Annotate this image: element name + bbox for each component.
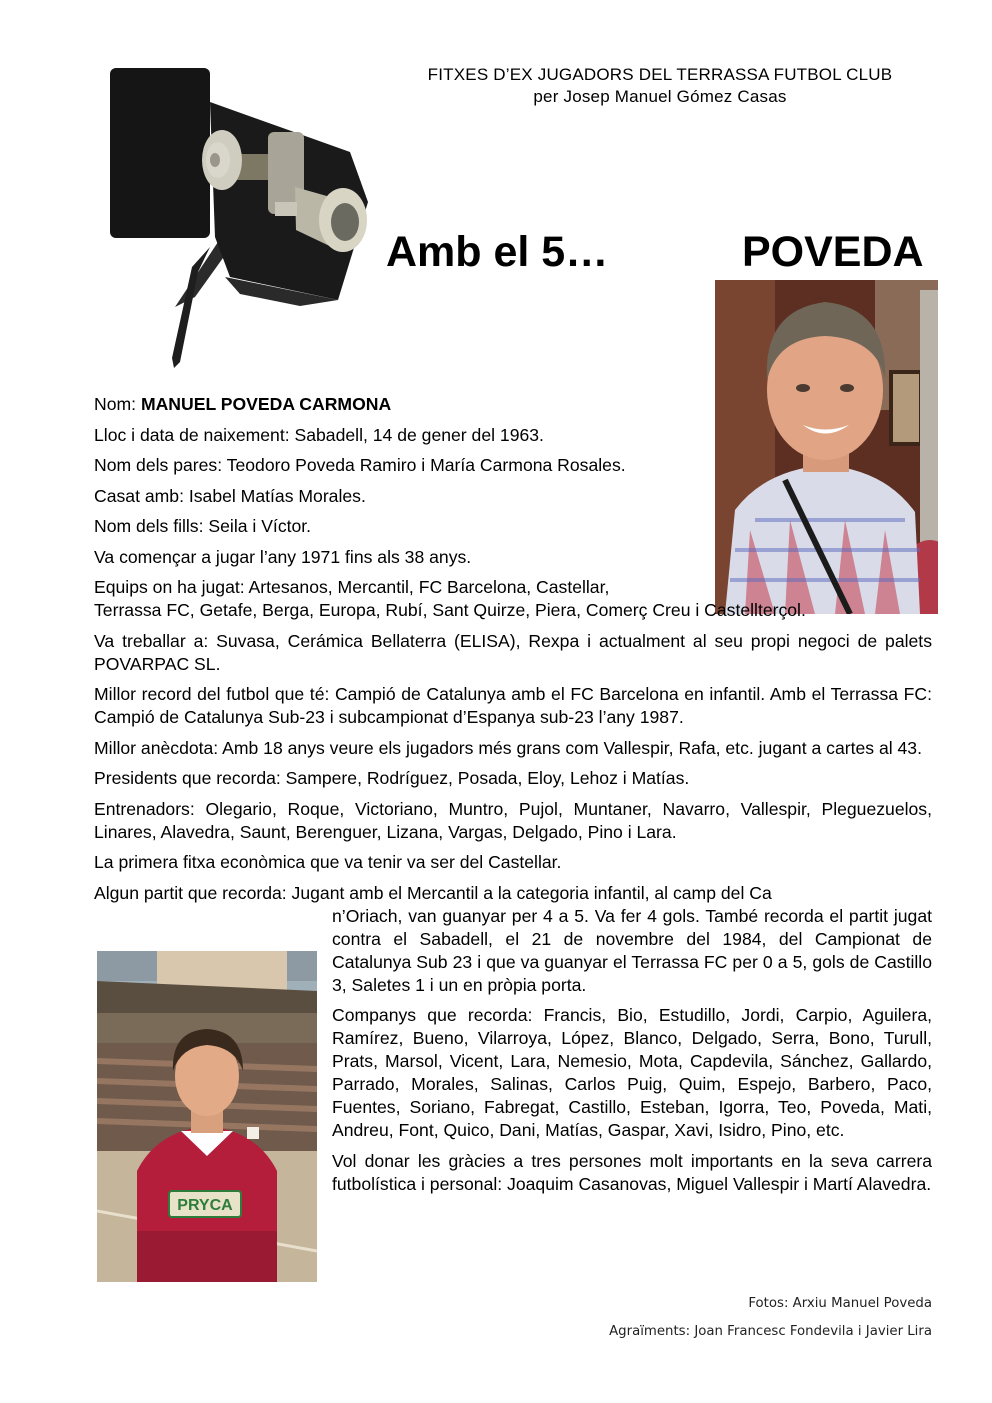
field-casat: Casat amb: Isabel Matías Morales. xyxy=(94,485,366,506)
field-partit-line1: Algun partit que recorda: Jugant amb el Mercantil a la categoria infantil, al camp del Ca xyxy=(94,882,772,903)
field-comencar: Va començar a jugar l’any 1971 fins als 38 anys. xyxy=(94,546,472,567)
field-companys: Companys que recorda: Francis, Bio, Estudillo, Jordi, Carpio, Aguilera, Ramírez, Bueno, Vilarroya, López, Blanco, Delgado, Serra, Bono, Turull, Prats, Marsol, Vicent, Lara, Nemesio, Mota, Capdevila, Sánchez, Gallardo, Parrado, Morales, Salinas, Carlos Puig, Quim, Espejo, Barbero, Paco, Fuentes, Soriano, Fabregat, Castillo, Esteban, Igorra, Teo, Poveda, Mati, Andreu, Font, Quico, Dani, Matías, Gaspar, Xavi, Isidro, Pino, etc. xyxy=(332,1005,932,1140)
field-anecdota: Millor anècdota: Amb 18 anys veure els jugadors més grans com Vallespir, Rafa, etc. jugant a cartes al 43. xyxy=(94,737,922,758)
field-partit xyxy=(94,882,932,905)
document-header xyxy=(360,64,960,108)
page-title-number: Amb el 5… xyxy=(386,228,609,276)
megaphone-image xyxy=(100,62,375,372)
field-presidents: Presidents que recorda: Sampere, Rodríguez, Posada, Eloy, Lehoz i Matías. xyxy=(94,768,690,788)
field-fitxa: La primera fitxa econòmica que va tenir va ser del Castellar. xyxy=(94,852,562,872)
field-partit-cont: n’Oriach, van guanyar per 4 a 5. Va fer 4 gols. També recorda el partit jugat contra el Sabadell, el 21 de novembre del 1984, del Campionat de Catalunya Sub 23 i que va guanyar el Terrassa FC per 0 a 5, gols de Castillo 3, Saletes 1 i un en pròpia porta. xyxy=(332,905,932,995)
shirt-sponsor-text: PRYCA xyxy=(177,1197,233,1214)
player-name: MANUEL POVEDA CARMONA xyxy=(140,394,392,414)
field-treballar: Va treballar a: Suvasa, Cerámica Bellaterra (ELISA), Rexpa i actualment al seu propi negoci de palets POVARPAC SL. xyxy=(94,630,932,674)
field-fills: Nom dels fills: Seila i Víctor. xyxy=(94,516,312,536)
field-equips-line1: Equips on ha jugat: Artesanos, Mercantil, FC Barcelona, Castellar, xyxy=(94,577,610,597)
series-title: FITXES D’EX JUGADORS DEL TERRASSA FUTBOL CLUB xyxy=(427,65,893,84)
player-photo xyxy=(97,951,317,1282)
field-nom xyxy=(94,393,932,416)
field-equips xyxy=(94,576,932,622)
field-pares: Nom dels pares: Teodoro Poveda Ramiro i María Carmona Rosales. xyxy=(94,455,626,475)
author-line: per Josep Manuel Gómez Casas xyxy=(533,87,787,106)
photo-credit: Fotos: Arxiu Manuel Poveda xyxy=(748,1296,932,1311)
field-equips-line2: Terrassa FC, Getafe, Berga, Europa, Rubí, Sant Quirze, Piera, Comerç Creu i Castellterçol. xyxy=(94,600,806,620)
field-gracies: Vol donar les gràcies a tres persones molt importants en la seva carrera futbolística i personal: Joaquim Casanovas, Miguel Vallespir i Martí Alavedra. xyxy=(332,1150,932,1194)
field-lloc-naixement: Lloc i data de naixement: Sabadell, 14 de gener del 1963. xyxy=(94,424,544,445)
field-entrenadors: Entrenadors: Olegario, Roque, Victoriano, Muntro, Pujol, Muntaner, Navarro, Vallespir, Pleguezuelos, Linares, Alavedra, Saunt, Berenguer, Lizana, Vargas, Delgado, Pino i Lara. xyxy=(94,798,932,842)
field-nom-label: Nom: xyxy=(94,394,141,414)
page-title-name: POVEDA xyxy=(742,228,924,276)
field-record: Millor record del futbol que té: Campió de Catalunya amb el FC Barcelona en infantil. Amb el Terrassa FC: Campió de Catalunya Sub-23 i subcampionat d’Espanya sub-23 l’any 1987. xyxy=(94,684,932,727)
acknowledgements: Agraïments: Joan Francesc Fondevila i Javier Lira xyxy=(609,1324,932,1339)
